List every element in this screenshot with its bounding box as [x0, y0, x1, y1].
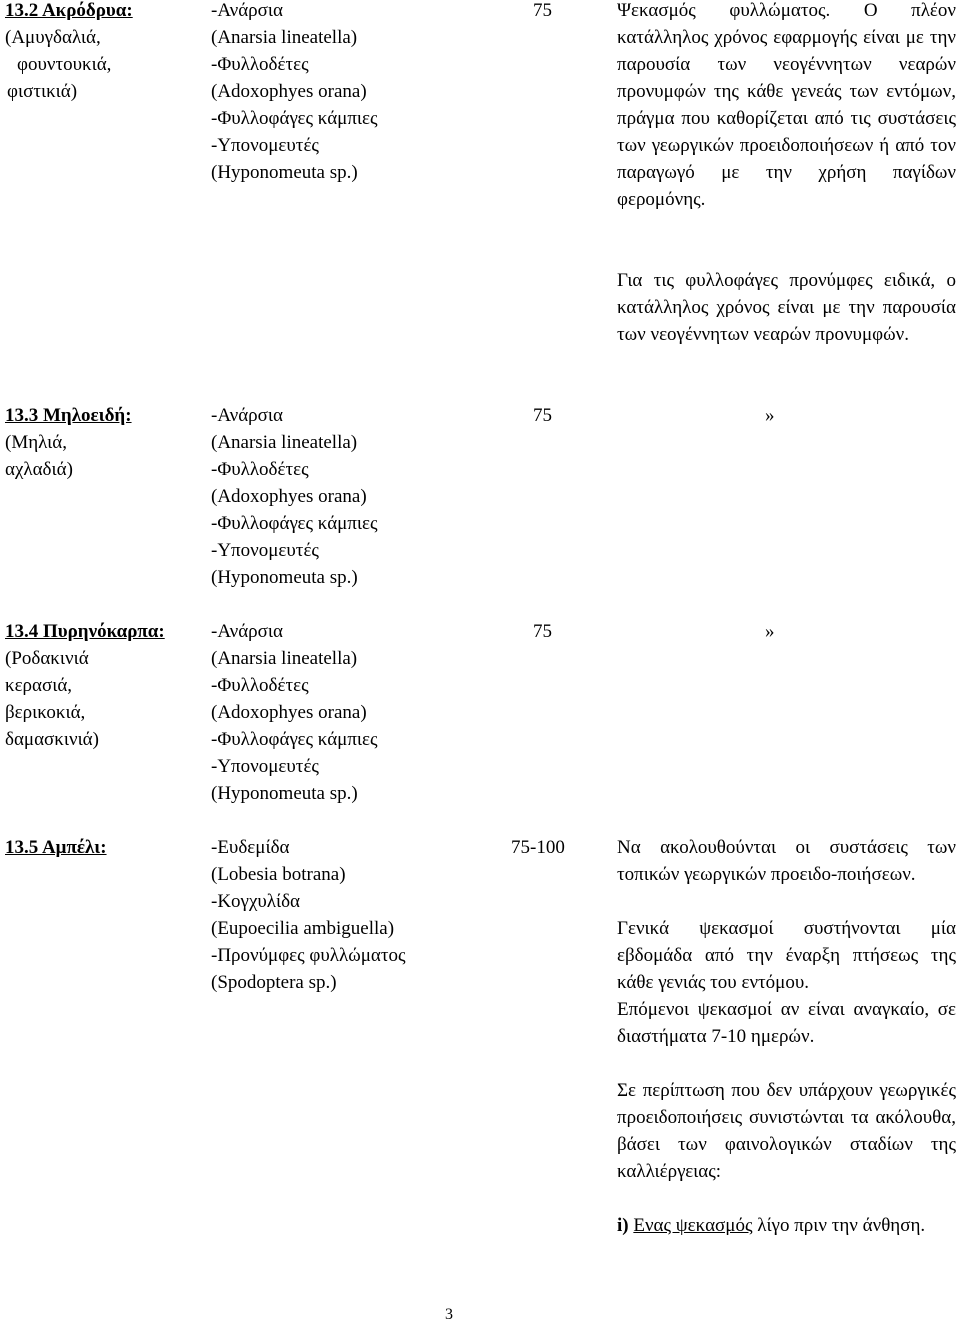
ditto-mark: » [765, 405, 775, 426]
crop-heading-13-4: 13.4 Πυρηνόκαρπα: [5, 621, 165, 642]
pest-line: -Φυλλοφάγες κάμπιες [211, 513, 378, 534]
application-note: Σε περίπτωση που δεν υπάρχουν γεωργικές προειδοποιήσεις συνιστώνται τα ακόλουθα, βάσει των φαινολογικών σταδίων της καλλιέργειας: [617, 1080, 956, 1182]
crop-heading-13-2: 13.2 Ακρόδρυα: [5, 0, 133, 21]
crop-detail: (Αμυγδαλιά, [5, 27, 101, 48]
page-number: 3 [445, 1306, 453, 1323]
application-note: Γενικά ψεκασμοί συστήνονται μία εβδομάδα από την έναρξη πτήσεως της κάθε γενιάς του εντόμου. [617, 918, 956, 993]
pest-line: -Φυλλοδέτες [211, 459, 309, 480]
pest-line: (Spodoptera sp.) [211, 972, 337, 993]
pest-line: (Hyponomeuta sp.) [211, 783, 358, 804]
application-note: Επόμενοι ψεκασμοί αν είναι αναγκαίο, σε διαστήματα 7-10 ημερών. [617, 999, 956, 1047]
pest-line: (Adoxophyes orana) [211, 702, 367, 723]
dose-value: 75-100 [511, 837, 565, 858]
ditto-mark: » [765, 621, 775, 642]
dose-value: 75 [533, 405, 552, 426]
pest-line: -Φυλλοφάγες κάμπιες [211, 108, 378, 129]
crop-detail: κερασιά, [5, 675, 73, 696]
pest-line: -Προνύμφες φυλλώματος [211, 945, 406, 966]
final-list-item [617, 1212, 956, 1239]
crop-detail: (Μηλιά, [5, 432, 67, 453]
dose-value: 75 [533, 621, 552, 642]
crop-detail: αχλαδιά) [5, 459, 73, 480]
pest-line: -Ανάρσια [211, 0, 283, 21]
pest-line: -Φυλλοδέτες [211, 675, 309, 696]
crop-detail: φιστικιά) [7, 81, 78, 102]
crop-detail: φουντουκιά, [17, 54, 112, 75]
pest-line: -Ευδεμίδα [211, 837, 290, 858]
pest-line: -Υπονομευτές [211, 540, 319, 561]
pest-line: (Hyponomeuta sp.) [211, 567, 358, 588]
pest-line: -Φυλλοδέτες [211, 54, 309, 75]
crop-detail: δαμασκινιά) [5, 729, 99, 750]
pest-line: (Eupoecilia ambiguella) [211, 918, 395, 939]
pest-line: (Anarsia lineatella) [211, 27, 358, 48]
pest-line: -Υπονομευτές [211, 756, 319, 777]
crop-detail: (Ροδακινιά [5, 648, 89, 669]
crop-heading-13-5: 13.5 Αμπέλι: [5, 837, 107, 858]
dose-value: 75 [533, 0, 552, 21]
crop-heading-13-3: 13.3 Μηλοειδή: [5, 405, 132, 426]
list-marker: i) [617, 1215, 629, 1236]
pest-line: (Anarsia lineatella) [211, 432, 358, 453]
application-note: Για τις φυλλοφάγες προνύμφες ειδικά, ο κατάλληλος χρόνος είναι με την παρουσία των νεογέννητων νεαρών προνυμφών. [617, 270, 956, 345]
pest-line: (Lobesia botrana) [211, 864, 346, 885]
list-item-rest: λίγο πριν την άνθηση. [757, 1215, 926, 1236]
pest-line: (Adoxophyes orana) [211, 81, 367, 102]
underlined-phrase: Ενας ψεκασμός [633, 1215, 753, 1236]
pest-line: -Ανάρσια [211, 621, 283, 642]
pest-line: -Υπονομευτές [211, 135, 319, 156]
pest-line: (Adoxophyes orana) [211, 486, 367, 507]
application-note: Να ακολουθούνται οι συστάσεις των τοπικών γεωργικών προειδο-ποιήσεων. [617, 837, 956, 885]
crop-detail: βερικοκιά, [5, 702, 86, 723]
pest-line: (Hyponomeuta sp.) [211, 162, 358, 183]
application-note: Ψεκασμός φυλλώματος. Ο πλέον κατάλληλος χρόνος εφαρμογής είναι με την παρουσία των νεογέννητων νεαρών προνυμφών της κάθε γενεάς των εντόμων, πράγμα που καθορίζεται από τις συστάσεις των γεωργικών προειδοποιήσεων ή από τον παραγωγό με την χρήση παγίδων φερομόνης. [617, 0, 956, 210]
pest-line: (Anarsia lineatella) [211, 648, 358, 669]
pest-line: -Κογχυλίδα [211, 891, 301, 912]
pest-line: -Ανάρσια [211, 405, 283, 426]
pest-line: -Φυλλοφάγες κάμπιες [211, 729, 378, 750]
